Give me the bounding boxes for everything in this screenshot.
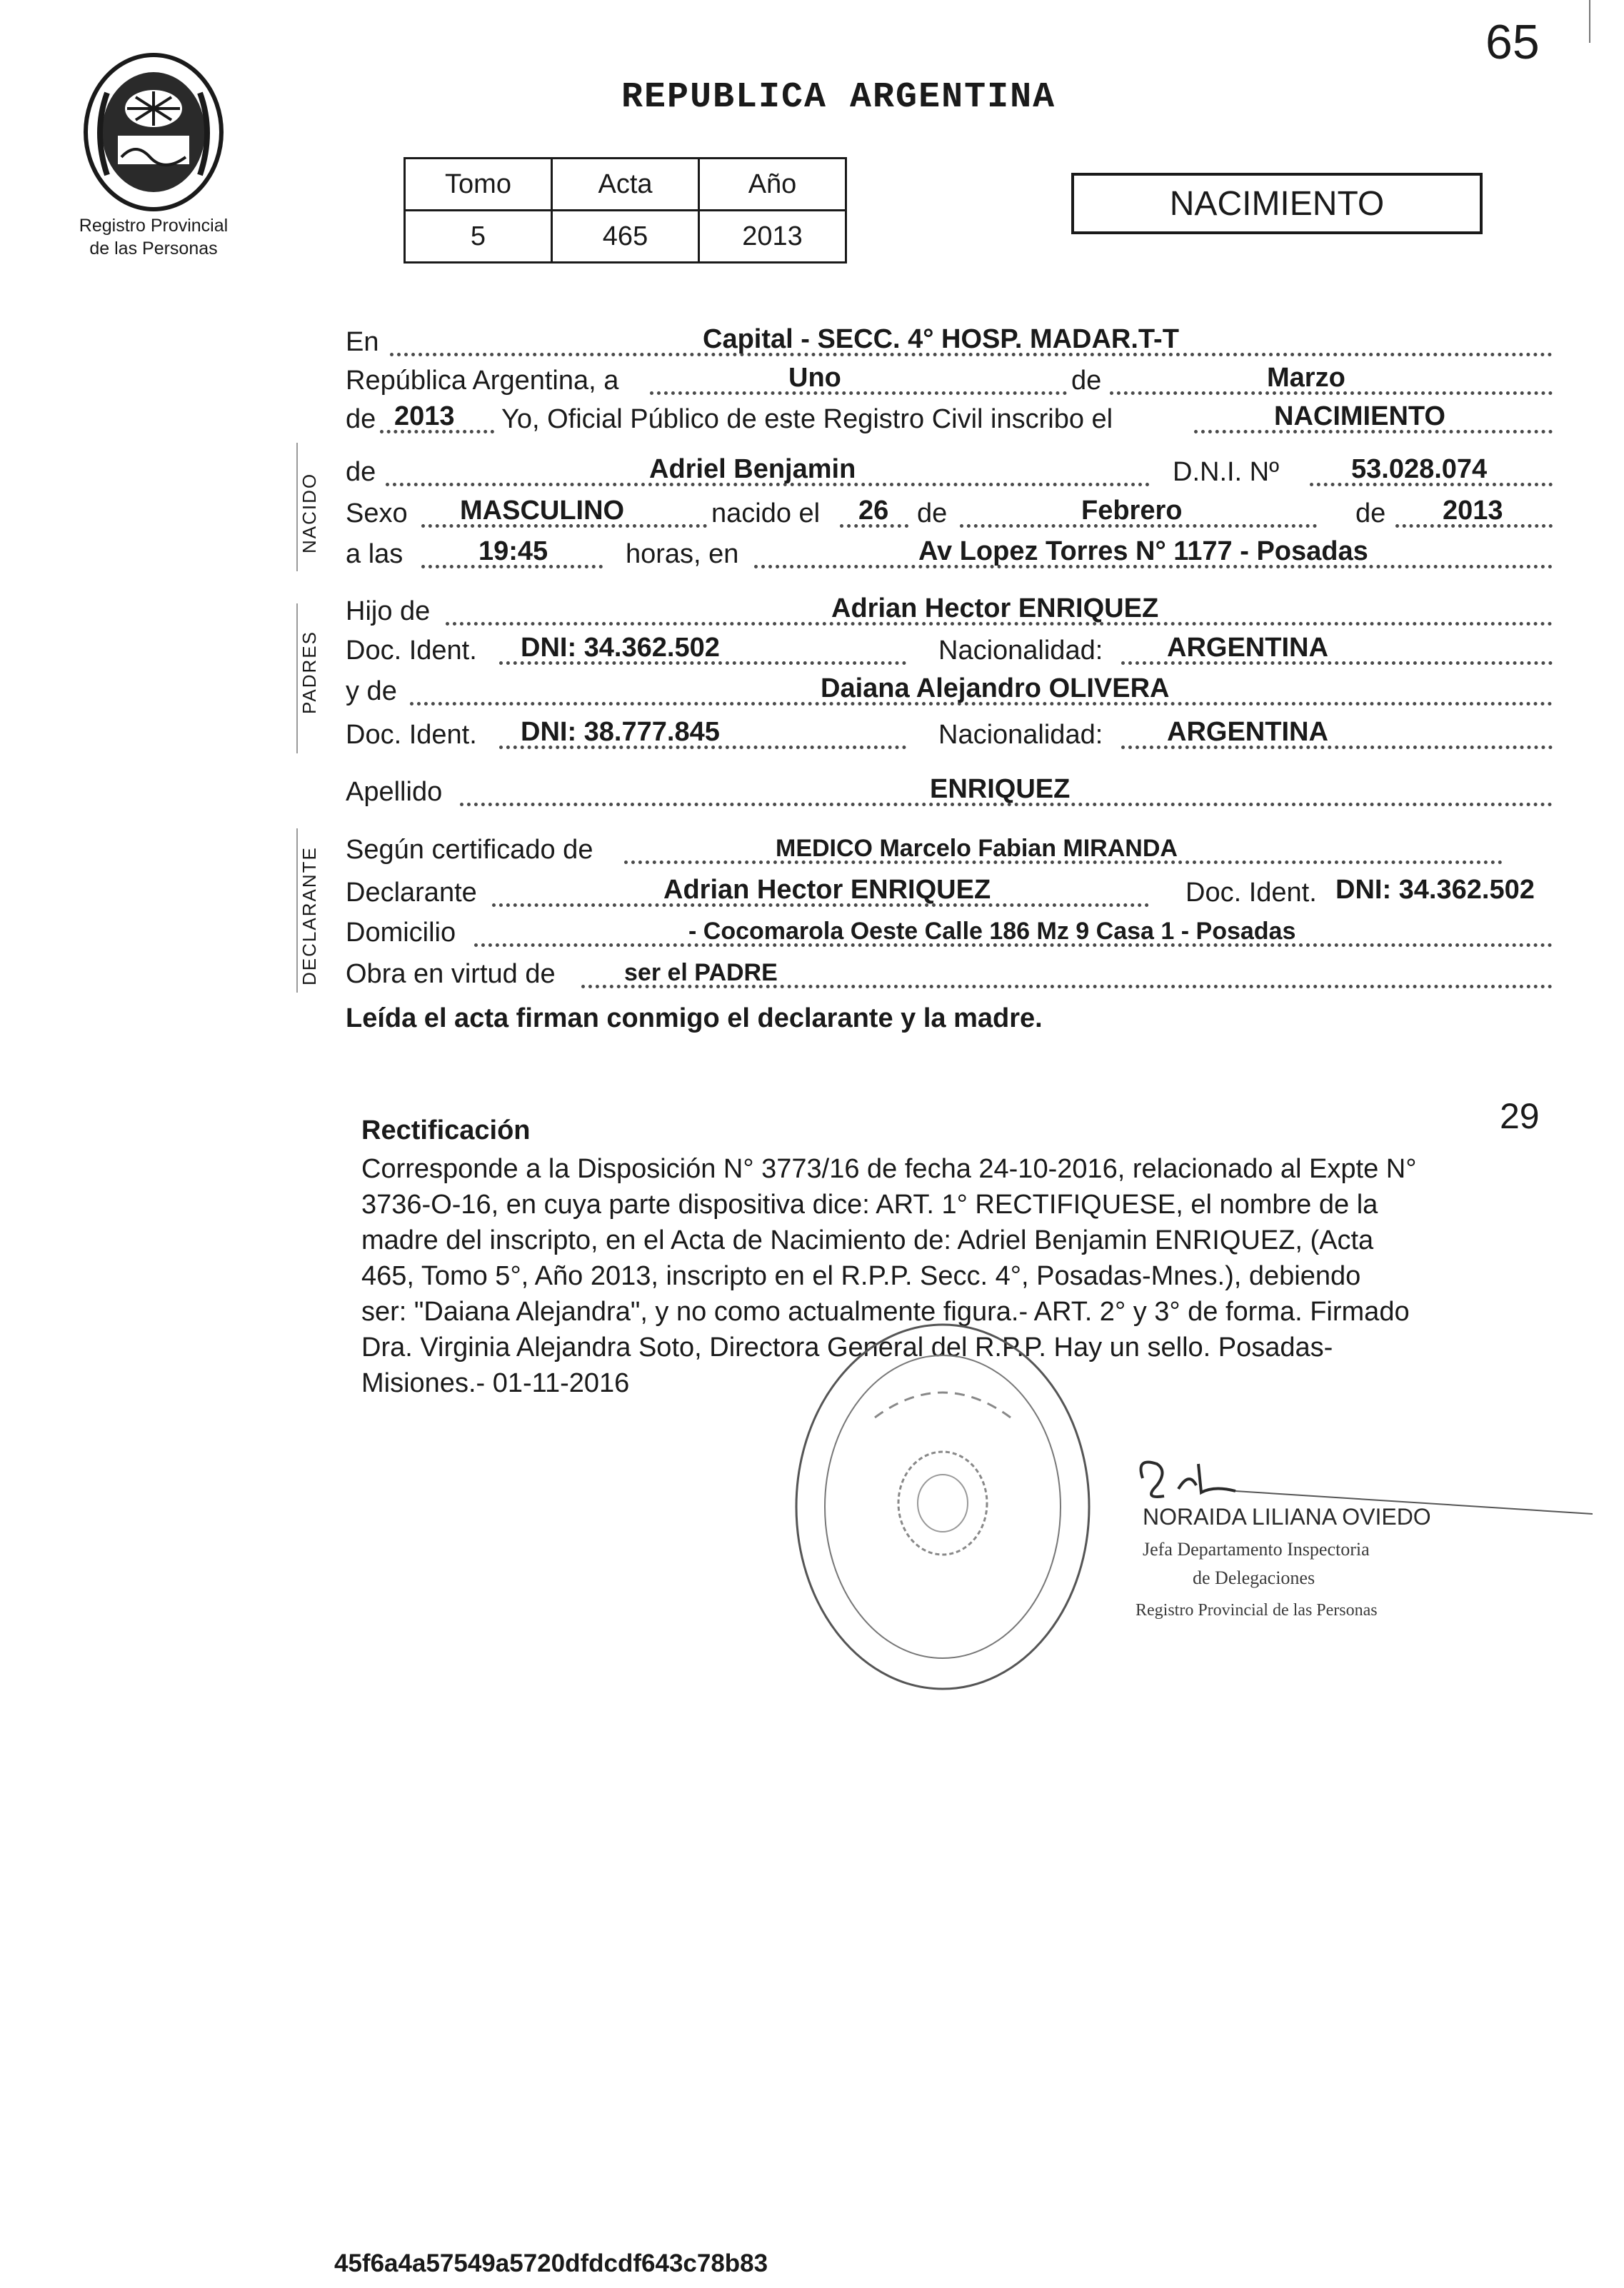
side-label-nacido: NACIDO (299, 472, 320, 553)
row-father-doc (346, 633, 1553, 669)
label-doc-ident: Doc. Ident. (346, 720, 477, 750)
value-place: Capital - SECC. 4° HOSP. MADAR.T-T (703, 324, 1179, 354)
side-label-padres: PADRES (299, 631, 320, 714)
registry-name (57, 214, 250, 260)
label-declarante: Declarante (346, 878, 477, 908)
label-republica: República Argentina, a (346, 366, 619, 396)
label-de: de (1355, 498, 1386, 528)
rectification-line: 465, Tomo 5°, Año 2013, inscripto en el R.P.P. Secc. 4°, Posadas-Mnes.), debiendo (361, 1261, 1361, 1291)
label-de: de (346, 457, 376, 487)
closing-statement: Leída el acta firman conmigo el declarante y la madre. (346, 1003, 1043, 1033)
record-table-header-row (405, 159, 846, 211)
nacido-rule (296, 443, 298, 571)
record-type-box: NACIMIENTO (1071, 173, 1483, 234)
value-address: - Cocomarola Oeste Calle 186 Mz 9 Casa 1 - Posadas (688, 918, 1296, 945)
label-apellido: Apellido (346, 777, 443, 807)
value-mother-nationality: ARGENTINA (1167, 717, 1328, 747)
rectification-line: madre del inscripto, en el Acta de Nacimiento de: Adriel Benjamin ENRIQUEZ, (Acta (361, 1225, 1374, 1255)
record-table-value-row (405, 211, 846, 263)
document-title: REPUBLICA ARGENTINA (621, 77, 1056, 118)
padres-rule (296, 603, 298, 753)
row-name (346, 455, 1553, 491)
rectification-line: 3736-O-16, en cuya parte dispositiva dice: ART. 1° RECTIFIQUESE, el nombre de la (361, 1190, 1378, 1220)
value-day: Uno (788, 363, 841, 393)
value-birth-day: 26 (858, 496, 889, 526)
label-nacionalidad: Nacionalidad: (938, 636, 1103, 666)
value-tomo: 5 (405, 211, 552, 263)
footer-hash: 45f6a4a57549a5720dfdcdf643c78b83 (334, 2249, 768, 2277)
declarante-rule (296, 828, 298, 993)
value-sex: MASCULINO (460, 496, 625, 526)
rectification-line: Dra. Virginia Alejandra Soto, Directora General del R.P.P. Hay un sello. Posadas- (361, 1333, 1333, 1363)
province-emblem (79, 50, 229, 214)
label-dni: D.N.I. Nº (1173, 457, 1279, 487)
value-name: Adriel Benjamin (649, 454, 856, 484)
rectification-number: 29 (1500, 1096, 1540, 1136)
value-ano: 2013 (699, 211, 846, 263)
label-de: de (1071, 366, 1102, 396)
rectification-line: Misiones.- 01-11-2016 (361, 1368, 630, 1398)
label-en: En (346, 327, 379, 357)
label-sexo: Sexo (346, 498, 408, 528)
value-acta: 465 (552, 211, 699, 263)
rectification-title: Rectificación (361, 1115, 531, 1145)
label-obra: Obra en virtud de (346, 959, 556, 989)
row-address (346, 915, 1553, 951)
value-mother: Daiana Alejandro OLIVERA (821, 673, 1170, 703)
value-certificate: MEDICO Marcelo Fabian MIRANDA (776, 835, 1178, 862)
value-act-type: NACIMIENTO (1274, 401, 1445, 431)
value-father-doc: DNI: 34.362.502 (521, 633, 720, 663)
header-ano: Año (699, 159, 846, 211)
value-year: 2013 (394, 401, 455, 431)
signer-role-3: Registro Provincial de las Personas (1136, 1601, 1378, 1620)
label-horas-en: horas, en (626, 539, 739, 569)
rectification-line: Corresponde a la Disposición N° 3773/16 de fecha 24-10-2016, relacionado al Expte N° (361, 1154, 1417, 1184)
value-birth-year: 2013 (1443, 496, 1503, 526)
row-birth (346, 496, 1553, 532)
page-number: 65 (1485, 15, 1540, 69)
registry-line-2: de las Personas (89, 239, 218, 259)
label-nacionalidad: Nacionalidad: (938, 720, 1103, 750)
row-capacity (346, 957, 1553, 993)
label-hijo-de: Hijo de (346, 596, 431, 626)
official-seal (789, 1318, 1096, 1696)
row-father (346, 594, 1553, 630)
value-father: Adrian Hector ENRIQUEZ (831, 593, 1159, 623)
value-month: Marzo (1267, 363, 1345, 393)
row-mother-doc (346, 718, 1553, 753)
signer-name: NORAIDA LILIANA OVIEDO (1143, 1504, 1431, 1530)
value-father-nationality: ARGENTINA (1167, 633, 1328, 663)
label-doc-ident: Doc. Ident. (1186, 878, 1317, 908)
signer-role-2: de Delegaciones (1193, 1567, 1315, 1588)
dotted-line (650, 391, 1067, 395)
header-tomo: Tomo (405, 159, 552, 211)
page-edge-rule (1589, 0, 1590, 43)
side-label-declarante: DECLARANTE (299, 846, 320, 985)
value-capacity: ser el PADRE (624, 959, 778, 986)
label-domicilio: Domicilio (346, 918, 456, 948)
label-yo: Yo, Oficial Público de este Registro Civil inscribo el (501, 404, 1113, 434)
row-year (346, 402, 1553, 438)
label-segun: Según certificado de (346, 835, 593, 865)
value-time: 19:45 (478, 536, 548, 566)
row-date (346, 363, 1553, 399)
registry-line-1: Registro Provincial (79, 216, 229, 236)
row-certificate (346, 833, 1553, 868)
signature (1136, 1457, 1593, 1628)
rectification-line: ser: "Daiana Alejandra", y no como actualmente figura.- ART. 2° y 3° de forma. Firmado (361, 1297, 1410, 1327)
label-nacido-el: nacido el (711, 498, 821, 528)
value-birth-place: Av Lopez Torres N° 1177 - Posadas (918, 536, 1368, 566)
row-mother (346, 674, 1553, 710)
row-surname (346, 775, 1553, 811)
label-a-las: a las (346, 539, 404, 569)
signer-role-1: Jefa Departamento Inspectoria (1143, 1539, 1370, 1560)
value-mother-doc: DNI: 38.777.845 (521, 717, 720, 747)
header-acta: Acta (552, 159, 699, 211)
row-time-place (346, 537, 1553, 573)
row-place (346, 325, 1553, 361)
label-de: de (346, 404, 376, 434)
label-doc-ident: Doc. Ident. (346, 636, 477, 666)
value-birth-month: Febrero (1081, 496, 1183, 526)
label-y-de: y de (346, 676, 397, 706)
value-dni: 53.028.074 (1351, 454, 1488, 484)
value-surname: ENRIQUEZ (930, 774, 1071, 804)
record-table (404, 157, 847, 264)
value-declarant-doc: DNI: 34.362.502 (1335, 875, 1535, 905)
label-de: de (917, 498, 948, 528)
value-declarant: Adrian Hector ENRIQUEZ (663, 875, 991, 905)
row-declarant (346, 875, 1553, 911)
